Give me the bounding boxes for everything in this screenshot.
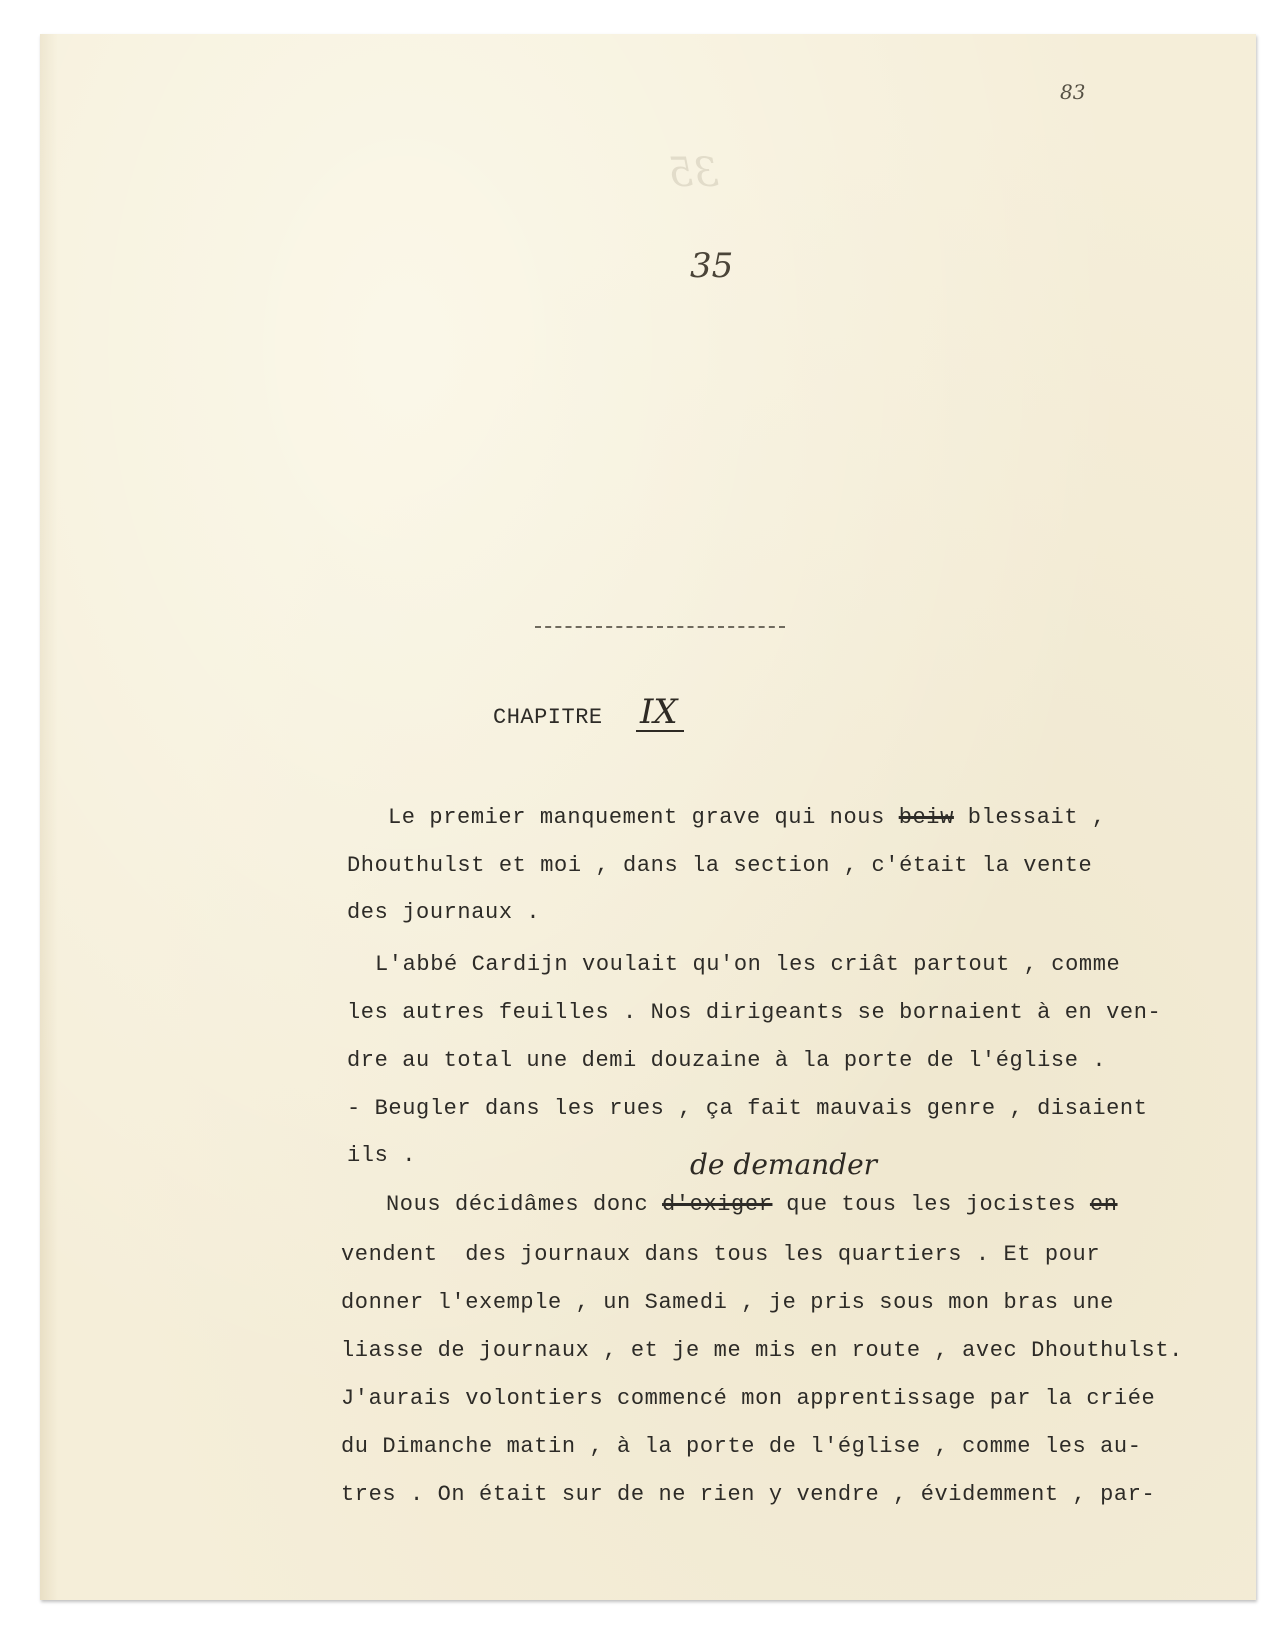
text-segment: tres . On était sur de ne rien y vendre , évidemment , par- <box>341 1482 1156 1507</box>
text-line <box>347 1000 1161 1025</box>
handwritten-correction: de demander <box>690 1148 878 1181</box>
text-line <box>341 1434 1142 1459</box>
text-line <box>388 805 1106 830</box>
text-segment: les autres feuilles . Nos dirigeants se bornaient à en ven- <box>347 1000 1162 1025</box>
text-segment: L'abbé Cardijn voulait qu'on les criât partout , comme <box>375 952 1121 977</box>
text-segment: - Beugler dans les rues , ça fait mauvais genre , disaient <box>347 1096 1148 1121</box>
struck-out-word: d'exiger <box>662 1192 773 1217</box>
text-line <box>341 1386 1155 1411</box>
text-segment: blessait , <box>953 805 1106 830</box>
text-line <box>341 1290 1114 1315</box>
text-segment: Nous décidâmes donc <box>386 1192 663 1217</box>
text-segment: dre au total une demi douzaine à la porte de l'église . <box>347 1048 1107 1073</box>
text-segment: ils . <box>347 1143 417 1168</box>
handwritten-folio-number: 35 <box>690 246 734 286</box>
page-number: 83 <box>1060 80 1086 104</box>
text-line <box>341 1242 1100 1267</box>
text-segment: J'aurais volontiers commencé mon apprentissage par la criée <box>341 1386 1156 1411</box>
text-segment: Le premier manquement grave qui nous <box>388 805 899 830</box>
chapter-heading-label: CHAPITRE <box>493 705 603 730</box>
bleed-through-number: 35 <box>668 150 719 196</box>
text-line <box>347 853 1092 878</box>
text-line <box>375 952 1120 977</box>
text-line <box>347 1143 416 1168</box>
text-line <box>341 1482 1155 1507</box>
dashed-separator <box>535 626 785 628</box>
text-line <box>386 1192 1118 1217</box>
text-segment: vendent des journaux dans tous les quartiers . Et pour <box>341 1242 1101 1267</box>
text-segment: du Dimanche matin , à la porte de l'église , comme les au- <box>341 1434 1142 1459</box>
text-line <box>347 1048 1106 1073</box>
text-segment: liasse de journaux , et je me mis en route , avec Dhouthulst. <box>341 1338 1183 1363</box>
text-line <box>347 1096 1148 1121</box>
struck-out-word: en <box>1089 1192 1118 1217</box>
text-segment: donner l'exemple , un Samedi , je pris sous mon bras une <box>341 1290 1114 1315</box>
text-line <box>347 900 540 925</box>
text-segment: Dhouthulst et moi , dans la section , c'était la vente <box>347 853 1093 878</box>
struck-out-word: beiw <box>898 805 954 830</box>
chapter-numeral-handwritten: IX <box>636 694 684 732</box>
text-segment: que tous les jocistes <box>772 1192 1090 1217</box>
text-line <box>341 1338 1183 1363</box>
text-segment: des journaux . <box>347 900 541 925</box>
